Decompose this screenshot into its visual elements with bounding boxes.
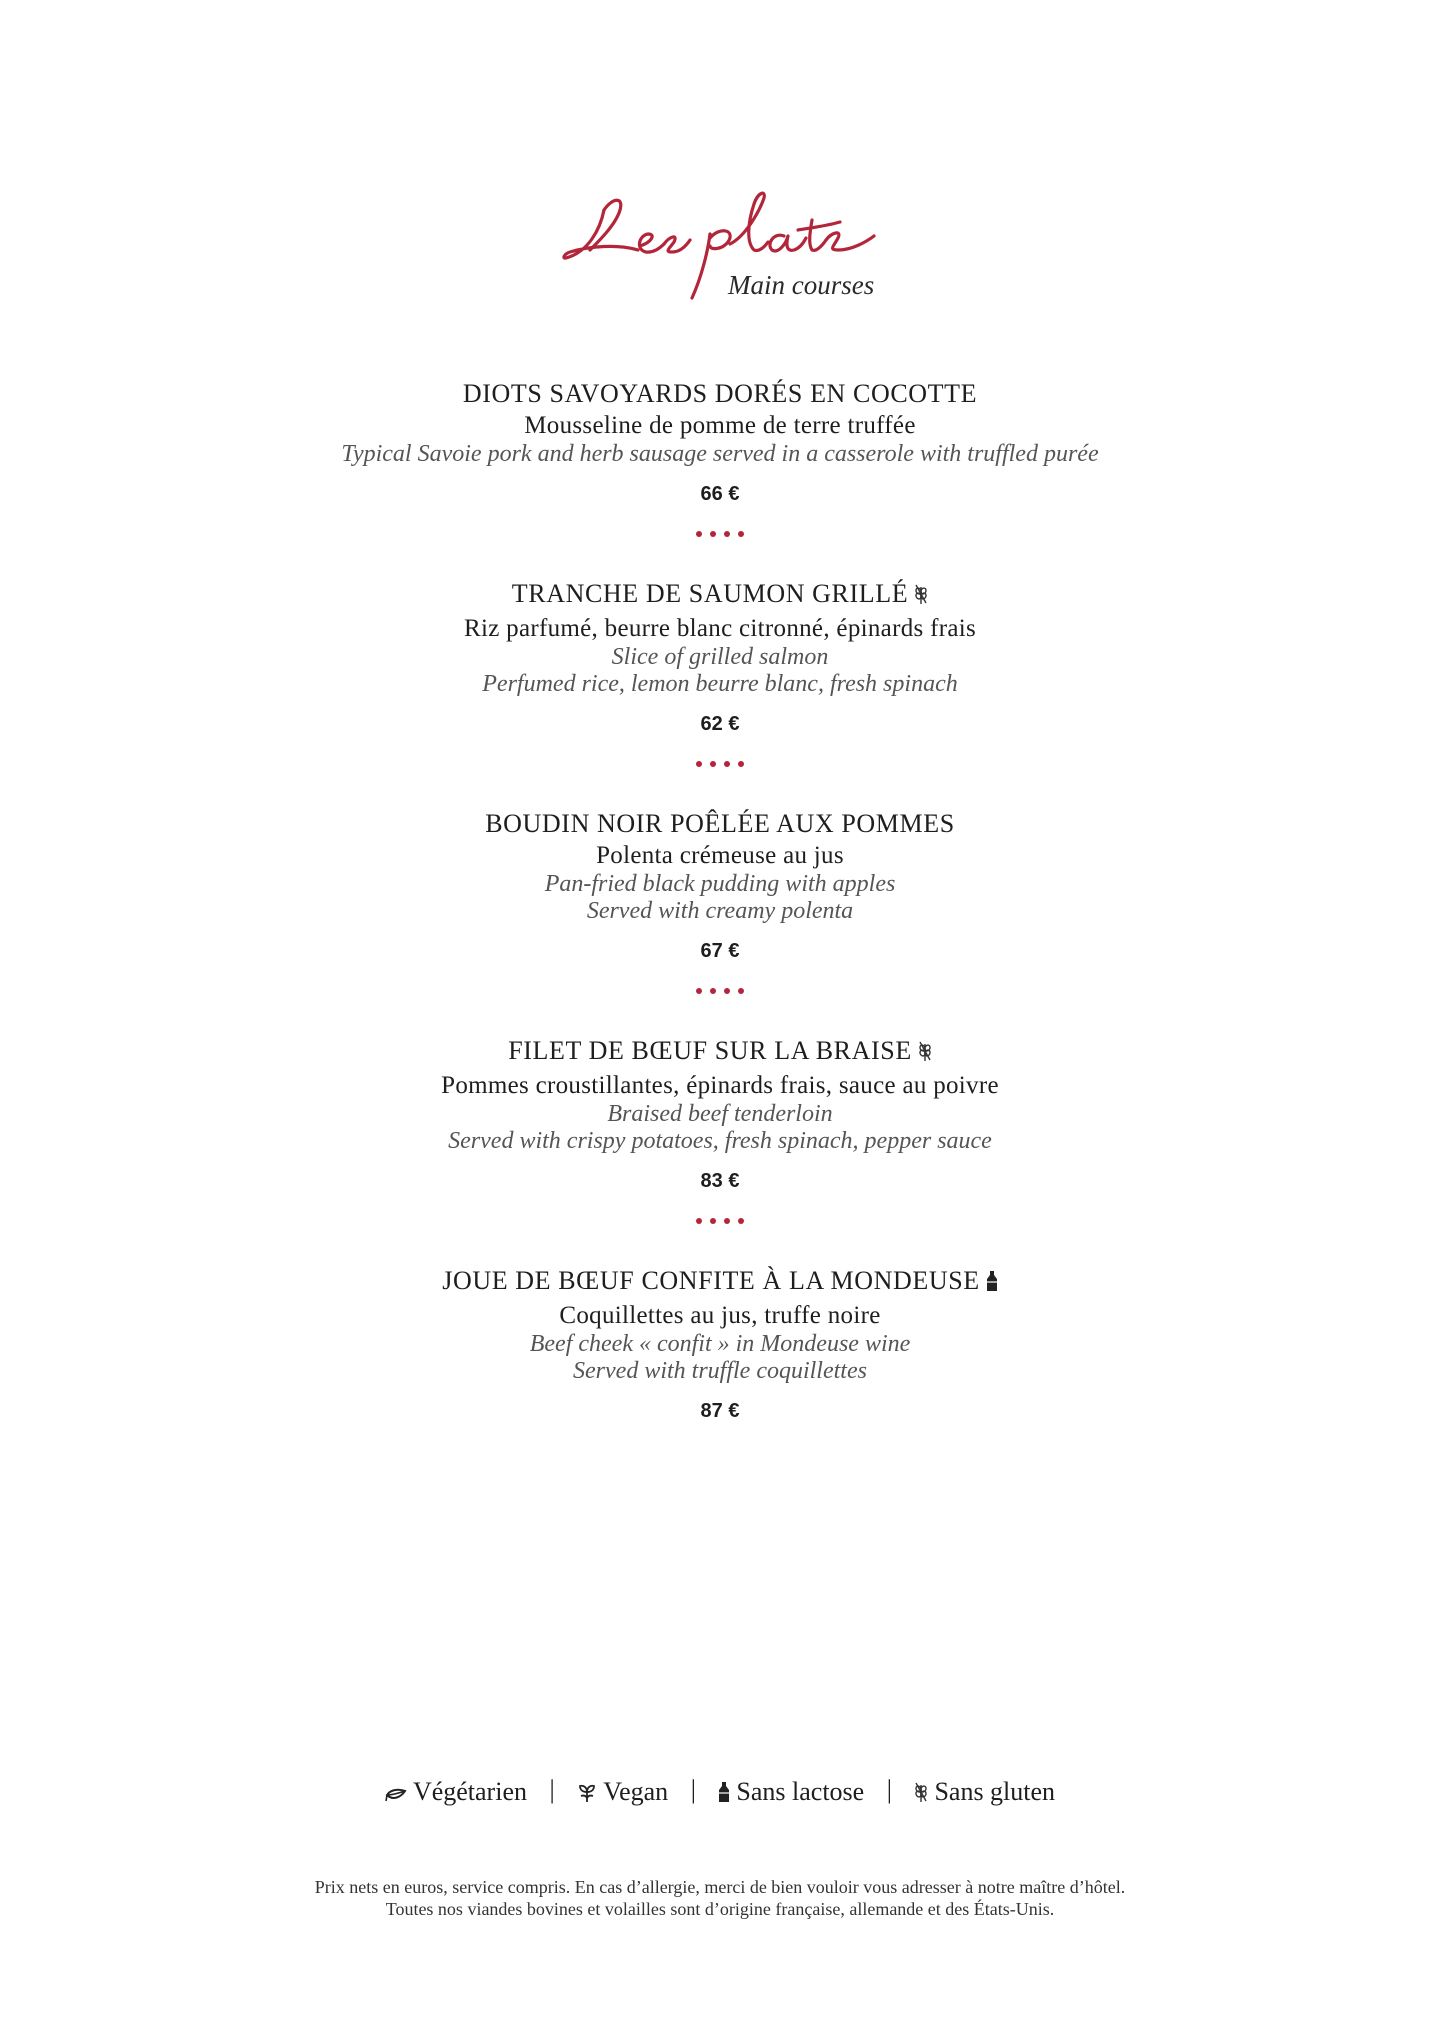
dot-separator [0, 754, 1440, 778]
dish-english-line: Pan-fried black pudding with apples [544, 871, 896, 897]
dish-price: 67 € [700, 940, 740, 962]
dish-item [0, 808, 1440, 963]
vegetarian-icon [385, 1787, 407, 1803]
menu-header [0, 170, 1440, 340]
dish-name: TRANCHE DE SAUMON GRILLÉ [0, 578, 1440, 613]
dish-description: Polenta crémeuse au jus [596, 842, 844, 869]
dish-item [0, 1265, 1440, 1423]
dish-name: FILET DE BŒUF SUR LA BRAISE [0, 1035, 1440, 1070]
dish-description: Riz parfumé, beurre blanc citronné, épinards frais [463, 615, 976, 642]
dish-price: 83 € [700, 1170, 740, 1192]
dish-name: JOUE DE BŒUF CONFITE À LA MONDEUSE [0, 1265, 1440, 1300]
legend-gluten-free: Sans gluten [914, 1777, 1055, 1807]
dish-description: Coquillettes au jus, truffe noire [559, 1302, 881, 1329]
dish-description: Pommes croustillantes, épinards frais, sauce au poivre [441, 1072, 999, 1099]
legend-vegan: Vegan [577, 1777, 668, 1807]
dish-item [0, 578, 1440, 736]
dish-item [0, 1035, 1440, 1193]
legend-vegetarian: Végétarien [385, 1777, 527, 1807]
legend-separator: | [690, 1775, 696, 1804]
footer-line: Prix nets en euros, service compris. En cas d’allergie, merci de bien vouloir vous adresser à notre maître d’hôtel. [314, 1877, 1126, 1897]
dish-list [0, 378, 1440, 1423]
dish-english-line: Served with creamy polenta [586, 898, 854, 924]
dot-separator [0, 981, 1440, 1005]
legend-separator: | [549, 1775, 555, 1804]
dish-price: 66 € [700, 483, 740, 505]
diet-legend [0, 1775, 1440, 1807]
dish-description: Mousseline de pomme de terre truffée [524, 412, 916, 439]
legend-lactose-free: Sans lactose [718, 1777, 864, 1807]
dot-separator [0, 1211, 1440, 1235]
dish-item [0, 378, 1440, 506]
legend-separator: | [886, 1775, 892, 1804]
vegan-icon [577, 1783, 597, 1803]
dish-english-line: Served with truffle coquillettes [573, 1358, 867, 1384]
footer-line: Toutes nos viandes bovines et volailles sont d’origine française, allemande et des États-Unis. [385, 1899, 1055, 1919]
dish-english-line: Typical Savoie pork and herb sausage served in a casserole with truffled purée [341, 441, 1099, 467]
dish-english-line: Served with crispy potatoes, fresh spinach, pepper sauce [448, 1128, 992, 1154]
dish-price: 87 € [700, 1400, 740, 1422]
footer-notes [0, 1876, 1440, 1920]
gluten-free-icon [914, 581, 928, 613]
dish-english-line: Slice of grilled salmon [611, 644, 829, 670]
gluten-free-icon [918, 1038, 932, 1070]
dish-english-line: Beef cheek « confit » in Mondeuse wine [529, 1331, 911, 1357]
dish-english-line: Braised beef tenderloin [607, 1101, 833, 1127]
dish-name: DIOTS SAVOYARDS DORÉS EN COCOTTE [462, 379, 978, 408]
lactose-free-icon [718, 1781, 730, 1803]
gluten-free-icon [914, 1781, 928, 1803]
dish-name: BOUDIN NOIR POÊLÉE AUX POMMES [485, 809, 955, 838]
dish-english-line: Perfumed rice, lemon beurre blanc, fresh spinach [482, 671, 958, 697]
dot-separator [0, 524, 1440, 548]
menu-subtitle: Main courses [728, 270, 875, 300]
lactose-free-icon [986, 1268, 998, 1300]
dish-price: 62 € [700, 713, 740, 735]
